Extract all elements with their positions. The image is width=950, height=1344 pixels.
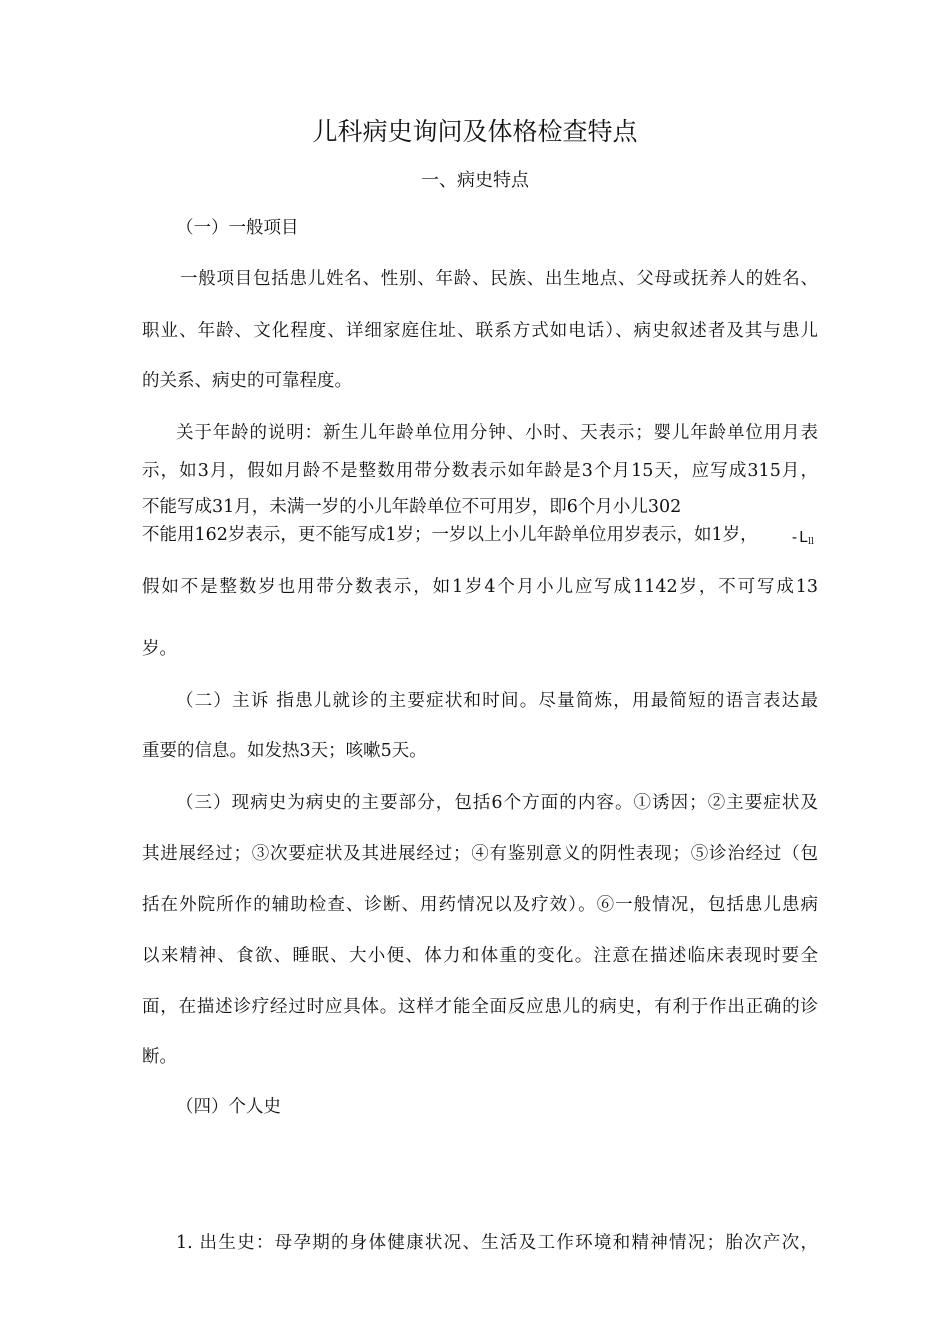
present-line-6: 断。 [142, 1047, 177, 1067]
section-heading: 一、病史特点 [421, 170, 529, 191]
age-note-line-4: 不能用162岁表示，更不能写成1岁；一岁以上小儿年龄单位用岁表示，如1岁， [142, 525, 758, 545]
present-line-5: 面，在描述诊疗经过时应具体。这样才能全面反应患儿的病史，有利于作出正确的诊 [142, 997, 818, 1017]
age-note-line-2: 示，如3月，假如月龄不是整数用带分数表示如年龄是3个月15天，应写成315月， [142, 461, 818, 481]
general-line-3: 的关系、病史的可靠程度。 [142, 371, 352, 391]
personal-heading: （四）个人史 [176, 1097, 281, 1117]
age-note-fragment: $-L_{ll}$ [790, 528, 814, 547]
present-line-2: 其进展经过；③次要症状及其进展经过；④有鉴别意义的阴性表现；⑤诊治经过（包 [142, 844, 818, 864]
present-line-4: 以来精神、食欲、睡眠、大小便、体力和体重的变化。注意在描述临床表现时要全 [142, 946, 818, 966]
birth-history-item: 1. 出生史：母孕期的身体健康状况、生活及工作环境和精神情况；胎次产次， [176, 1233, 818, 1253]
complaint-line-1: （二）主诉 指患儿就诊的主要症状和时间。尽量简炼，用最简短的语言表达最 [176, 691, 818, 711]
age-note-line-3: 不能写成31月，未满一岁的小儿年龄单位不可用岁，即6个月小儿302 [142, 497, 682, 517]
complaint-line-2: 重要的信息。如发热3天；咳嗽5天。 [142, 741, 427, 761]
age-note-line-6: 岁。 [142, 639, 177, 659]
present-line-1: （三）现病史为病史的主要部分，包括6个方面的内容。①诱因；②主要症状及 [176, 793, 818, 813]
general-line-2: 职业、年龄、文化程度、详细家庭住址、联系方式如电话）、病史叙述者及其与患儿 [142, 321, 818, 341]
document-title: 儿科病史询问及体格检查特点 [312, 117, 638, 146]
general-heading: （一）一般项目 [176, 218, 299, 238]
present-line-3: 括在外院所作的辅助检查、诊断、用药情况以及疗效）。⑥一般情况，包括患儿患病 [142, 895, 818, 915]
age-note-line-1: 关于年龄的说明：新生儿年龄单位用分钟、小时、天表示；婴儿年龄单位用月表 [176, 423, 818, 443]
general-line-1: 一般项目包括患儿姓名、性别、年龄、民族、出生地点、父母或抚养人的姓名、 [180, 269, 818, 289]
age-note-line-5: 假如不是整数岁也用带分数表示，如1岁4个月小儿应写成1142岁，不可写成13 [142, 577, 818, 597]
